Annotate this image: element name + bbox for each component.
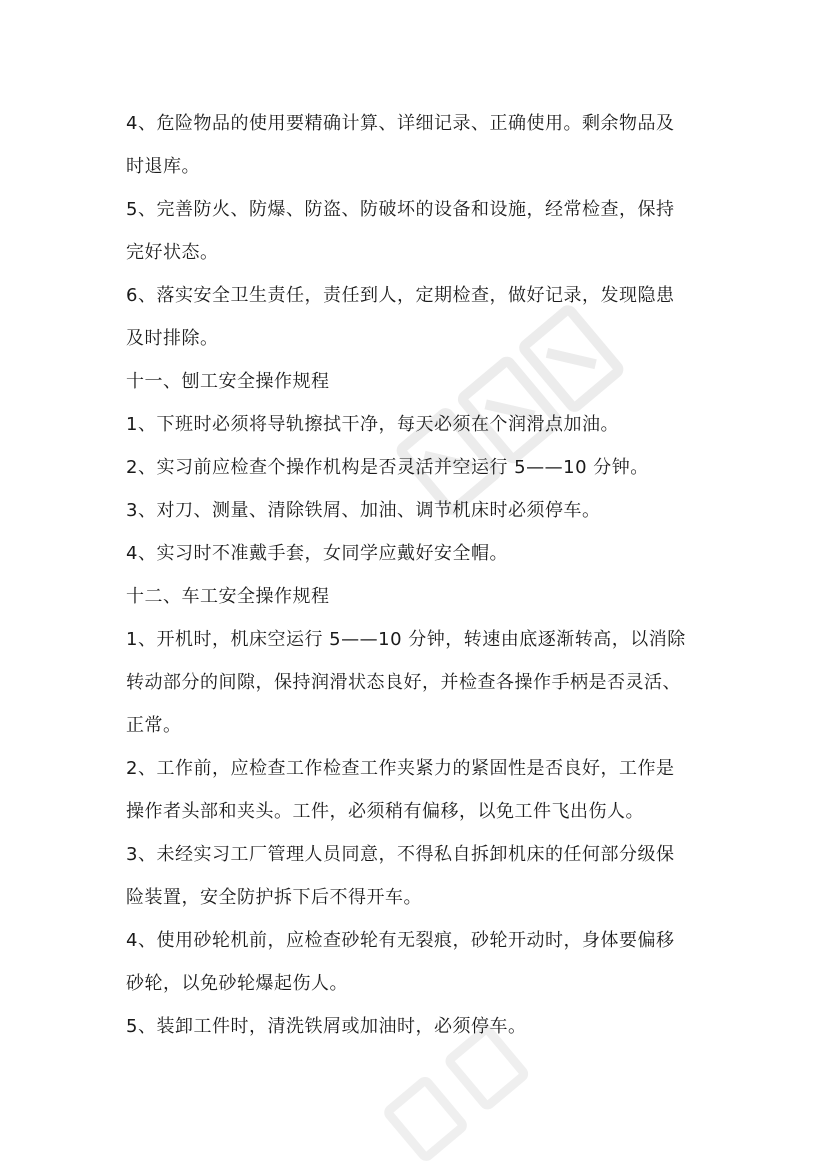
paragraph-line: 险装置，安全防护拆下后不得开车。: [126, 887, 422, 908]
paragraph-line: 砂轮，以免砂轮爆起伤人。: [126, 973, 348, 994]
document-body: [126, 102, 726, 1048]
section-heading: 十一、刨工安全操作规程: [126, 371, 330, 392]
paragraph-line: 4、使用砂轮机前，应检查砂轮有无裂痕，砂轮开动时，身体要偏移: [126, 930, 675, 951]
paragraph-line: 及时排除。: [126, 328, 219, 349]
paragraph-line: 2、实习前应检查个操作机构是否灵活并空运行 5——10 分钟。: [126, 457, 649, 478]
paragraph-line: 1、开机时，机床空运行 5——10 分钟，转速由底逐渐转高，以消除: [126, 629, 686, 650]
paragraph-line: 4、实习时不准戴手套，女同学应戴好安全帽。: [126, 543, 508, 564]
paragraph-line: 转动部分的间隙，保持润滑状态良好，并检查各操作手柄是否灵活、: [126, 672, 681, 693]
paragraph-line: 5、完善防火、防爆、防盗、防破坏的设备和设施，经常检查，保持: [126, 199, 675, 220]
section-heading: 十二、车工安全操作规程: [126, 586, 330, 607]
paragraph-line: 3、对刀、测量、清除铁屑、加油、调节机床时必须停车。: [126, 500, 601, 521]
paragraph-line: 6、落实安全卫生责任，责任到人，定期检查，做好记录，发现隐患: [126, 285, 675, 306]
paragraph-line: 正常。: [126, 715, 182, 736]
paragraph-line: 2、工作前，应检查工作检查工作夹紧力的紧固性是否良好，工作是: [126, 758, 675, 779]
paragraph-line: 5、装卸工件时，清洗铁屑或加油时，必须停车。: [126, 1016, 527, 1037]
paragraph-line: 时退库。: [126, 156, 200, 177]
paragraph-line: 操作者头部和夹头。工件，必须稍有偏移，以免工件飞出伤人。: [126, 801, 644, 822]
paragraph-line: 4、危险物品的使用要精确计算、详细记录、正确使用。剩余物品及: [126, 113, 675, 134]
paragraph-line: 1、下班时必须将导轨擦拭干净，每天必须在个润滑点加油。: [126, 414, 619, 435]
paragraph-line: 完好状态。: [126, 242, 219, 263]
paragraph-line: 3、未经实习工厂管理人员同意，不得私自拆卸机床的任何部分级保: [126, 844, 675, 865]
